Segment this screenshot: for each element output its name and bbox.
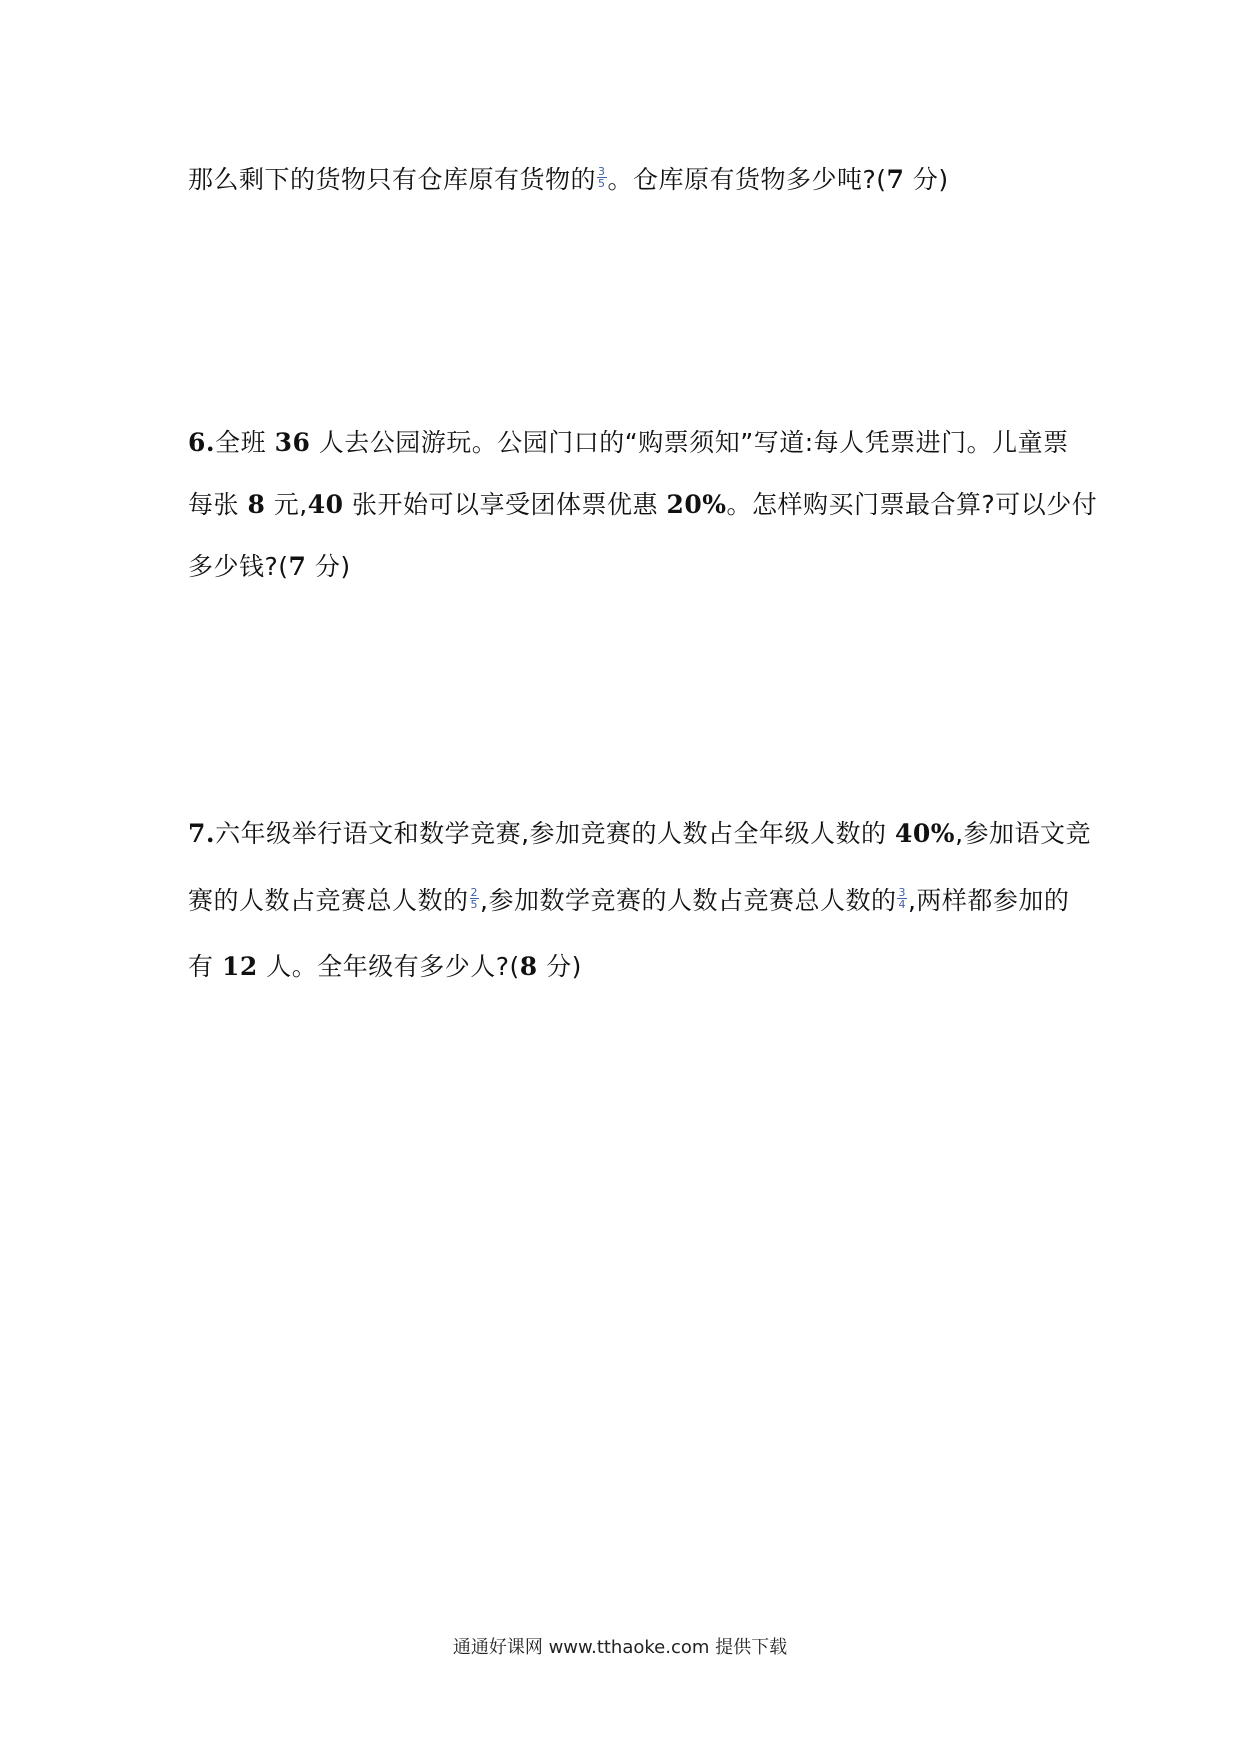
q7-text-a: 赛的人数占竞赛总人数的 — [188, 886, 469, 915]
text-run: 元, — [265, 490, 308, 519]
text-run: 有 — [188, 952, 222, 981]
fraction-denominator: 4 — [898, 897, 906, 911]
fraction-denominator: 5 — [598, 176, 606, 190]
q6-line-3 — [188, 550, 1068, 584]
fraction-three-fifths — [597, 166, 607, 189]
q7-line-1 — [188, 817, 1092, 851]
q5-text-a: 那么剩下的货物只有仓库原有货物的 — [188, 165, 597, 194]
text-run: 人去公园游玩。公园门口的“购票须知”写道:每人凭票进门。儿童票 — [310, 428, 1069, 457]
text-run: 7 — [288, 552, 307, 581]
text-run: 多少钱?( — [188, 552, 289, 581]
text-run: ,参加语文竞 — [955, 819, 1092, 848]
text-run: 六年级举行语文和数学竞赛,参加竞赛的人数占全年级人数的 — [215, 819, 896, 848]
text-run: 8 — [247, 490, 266, 519]
text-run: 。怎样购买门票最合算?可以少付 — [726, 490, 1098, 519]
fraction-three-quarters — [897, 887, 907, 910]
q5-text-c: 分) — [904, 165, 949, 194]
text-run: 分) — [306, 552, 351, 581]
text-run: 人。全年级有多少人?( — [257, 952, 520, 981]
text-run: 7. — [188, 819, 216, 848]
q5-text-b: 。仓库原有货物多少吨?( — [607, 165, 887, 194]
q7-text-b: ,参加数学竞赛的人数占竞赛总人数的 — [480, 886, 897, 915]
text-run: 分) — [537, 952, 582, 981]
fraction-numerator: 3 — [598, 164, 606, 178]
fraction-denominator: 5 — [470, 897, 479, 911]
text-run: 20% — [666, 490, 727, 519]
q7-text-c: ,两样都参加的 — [907, 886, 1070, 915]
q5-score: 7 — [886, 165, 905, 194]
text-run: 张开始可以享受团体票优惠 — [343, 490, 667, 519]
text-run: 8 — [519, 952, 538, 981]
text-run: 36 — [274, 428, 311, 457]
text-run: 每张 — [188, 490, 248, 519]
text-run: 全班 — [215, 428, 275, 457]
text-run: 40 — [307, 490, 344, 519]
fraction-numerator: 3 — [898, 885, 906, 899]
footer-source-note: 通通好课网 www.tthaoke.com 提供下载 — [452, 1637, 788, 1658]
text-run: 12 — [221, 952, 258, 981]
fraction-numerator: 2 — [470, 885, 479, 899]
q7-line-2 — [188, 884, 1068, 918]
q5-line-1 — [188, 163, 1068, 197]
q6-line-2 — [188, 488, 1098, 522]
q7-line-3 — [188, 950, 1068, 984]
text-run: 40% — [895, 819, 956, 848]
text-run: 6. — [188, 428, 216, 457]
fraction-two-fifths — [470, 887, 480, 910]
q6-line-1 — [188, 426, 1068, 460]
